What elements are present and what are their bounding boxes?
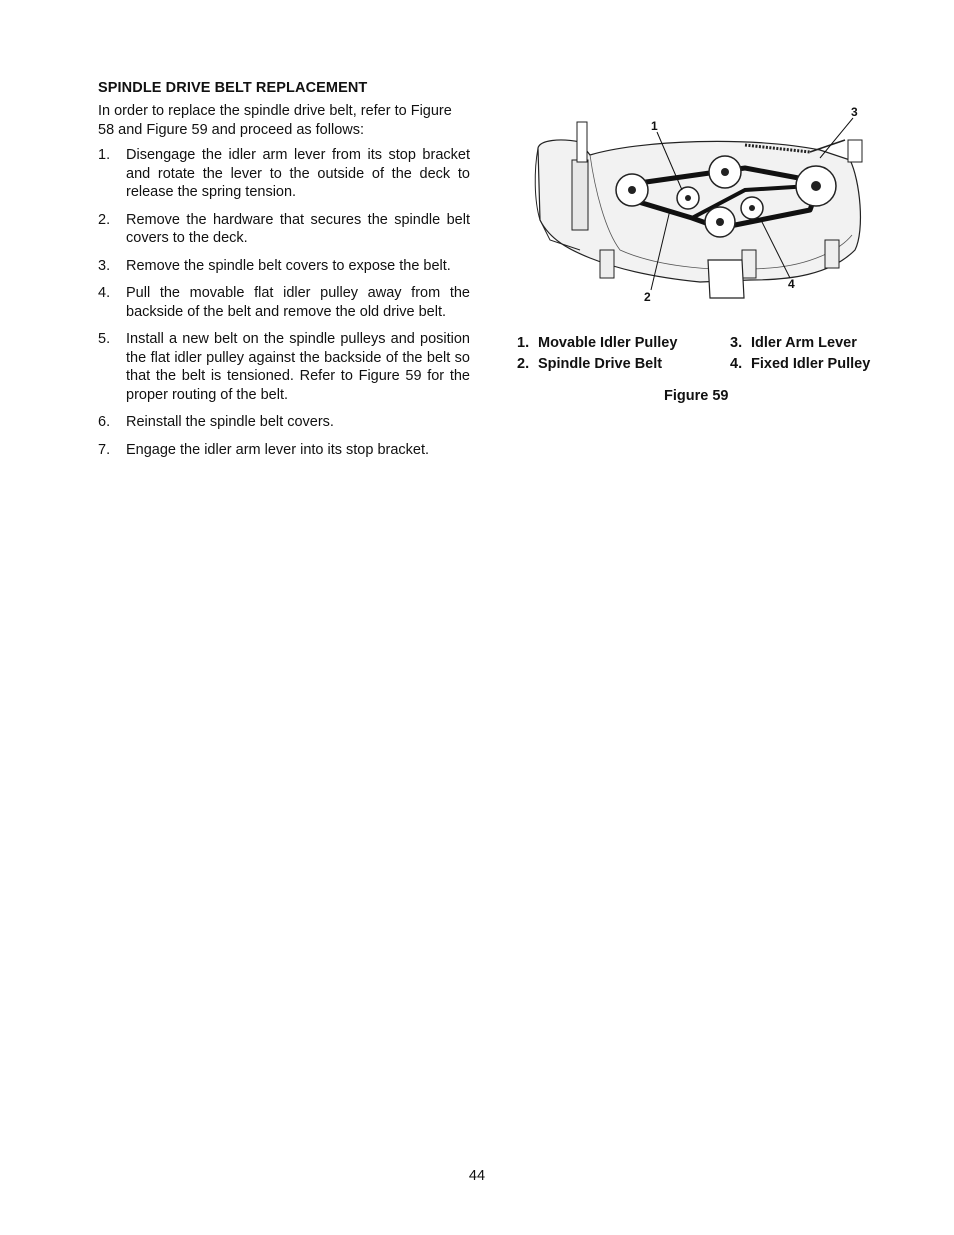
step-text: Pull the movable flat idler pulley away from the backside of the belt and remove the old drive belt.	[126, 285, 470, 320]
legend-item	[730, 333, 857, 354]
step-number: 5.	[98, 331, 111, 347]
legend-label: Idler Arm Lever	[751, 335, 857, 351]
step-number: 3.	[98, 257, 111, 274]
steps-list	[98, 146, 470, 459]
callout-3: 3	[851, 105, 858, 119]
list-item	[98, 330, 470, 404]
legend-number: 4.	[730, 356, 743, 372]
step-text: Remove the hardware that secures the spindle belt covers to the deck.	[126, 211, 470, 246]
step-number: 6.	[98, 414, 111, 430]
figure-caption: Figure 59	[664, 388, 729, 404]
step-text: Reinstall the spindle belt covers.	[126, 414, 334, 430]
legend-number: 1.	[517, 335, 530, 351]
list-item	[98, 211, 470, 248]
step-text: Disengage the idler arm lever from its stop bracket and rotate the lever to the outside of the deck to release the spring tension.	[126, 147, 470, 200]
callout-2: 2	[644, 290, 651, 304]
mower-deck-illustration	[520, 100, 870, 310]
list-item	[98, 146, 470, 202]
step-number: 2.	[98, 211, 111, 228]
step-number: 7.	[98, 441, 111, 458]
legend-label: Spindle Drive Belt	[538, 356, 663, 372]
legend-item	[517, 354, 730, 375]
list-item	[98, 413, 470, 432]
legend-label: Fixed Idler Pulley	[751, 356, 871, 372]
list-item	[98, 441, 470, 460]
step-number: 1.	[98, 147, 111, 163]
section-heading: SPINDLE DRIVE BELT REPLACEMENT	[98, 80, 368, 96]
legend-row	[517, 333, 897, 354]
list-item	[98, 284, 470, 321]
step-text: Remove the spindle belt covers to expose the belt.	[126, 257, 451, 274]
legend-row	[517, 354, 897, 375]
intro-paragraph: In order to replace the spindle drive belt, refer to Figure 58 and Figure 59 and proceed as follows:	[98, 103, 452, 138]
callout-1: 1	[651, 119, 658, 133]
legend-number: 3.	[730, 335, 743, 351]
step-text: Engage the idler arm lever into its stop bracket.	[126, 441, 430, 458]
instructions-column	[98, 80, 470, 468]
figure-legend	[517, 333, 897, 375]
page-number: 44	[468, 1168, 486, 1184]
callout-4: 4	[788, 277, 795, 291]
step-number: 4.	[98, 285, 111, 301]
legend-label: Movable Idler Pulley	[538, 335, 678, 351]
deck-belt-diagram	[520, 100, 870, 310]
legend-item	[517, 333, 730, 354]
legend-item	[730, 354, 870, 375]
list-item	[98, 257, 470, 276]
legend-number: 2.	[517, 356, 530, 372]
step-text: Install a new belt on the spindle pulleys and position the flat idler pulley against the backside of the belt so that the belt is tensioned. Refer to Figure 59 for the proper routing of the belt.	[126, 331, 470, 403]
